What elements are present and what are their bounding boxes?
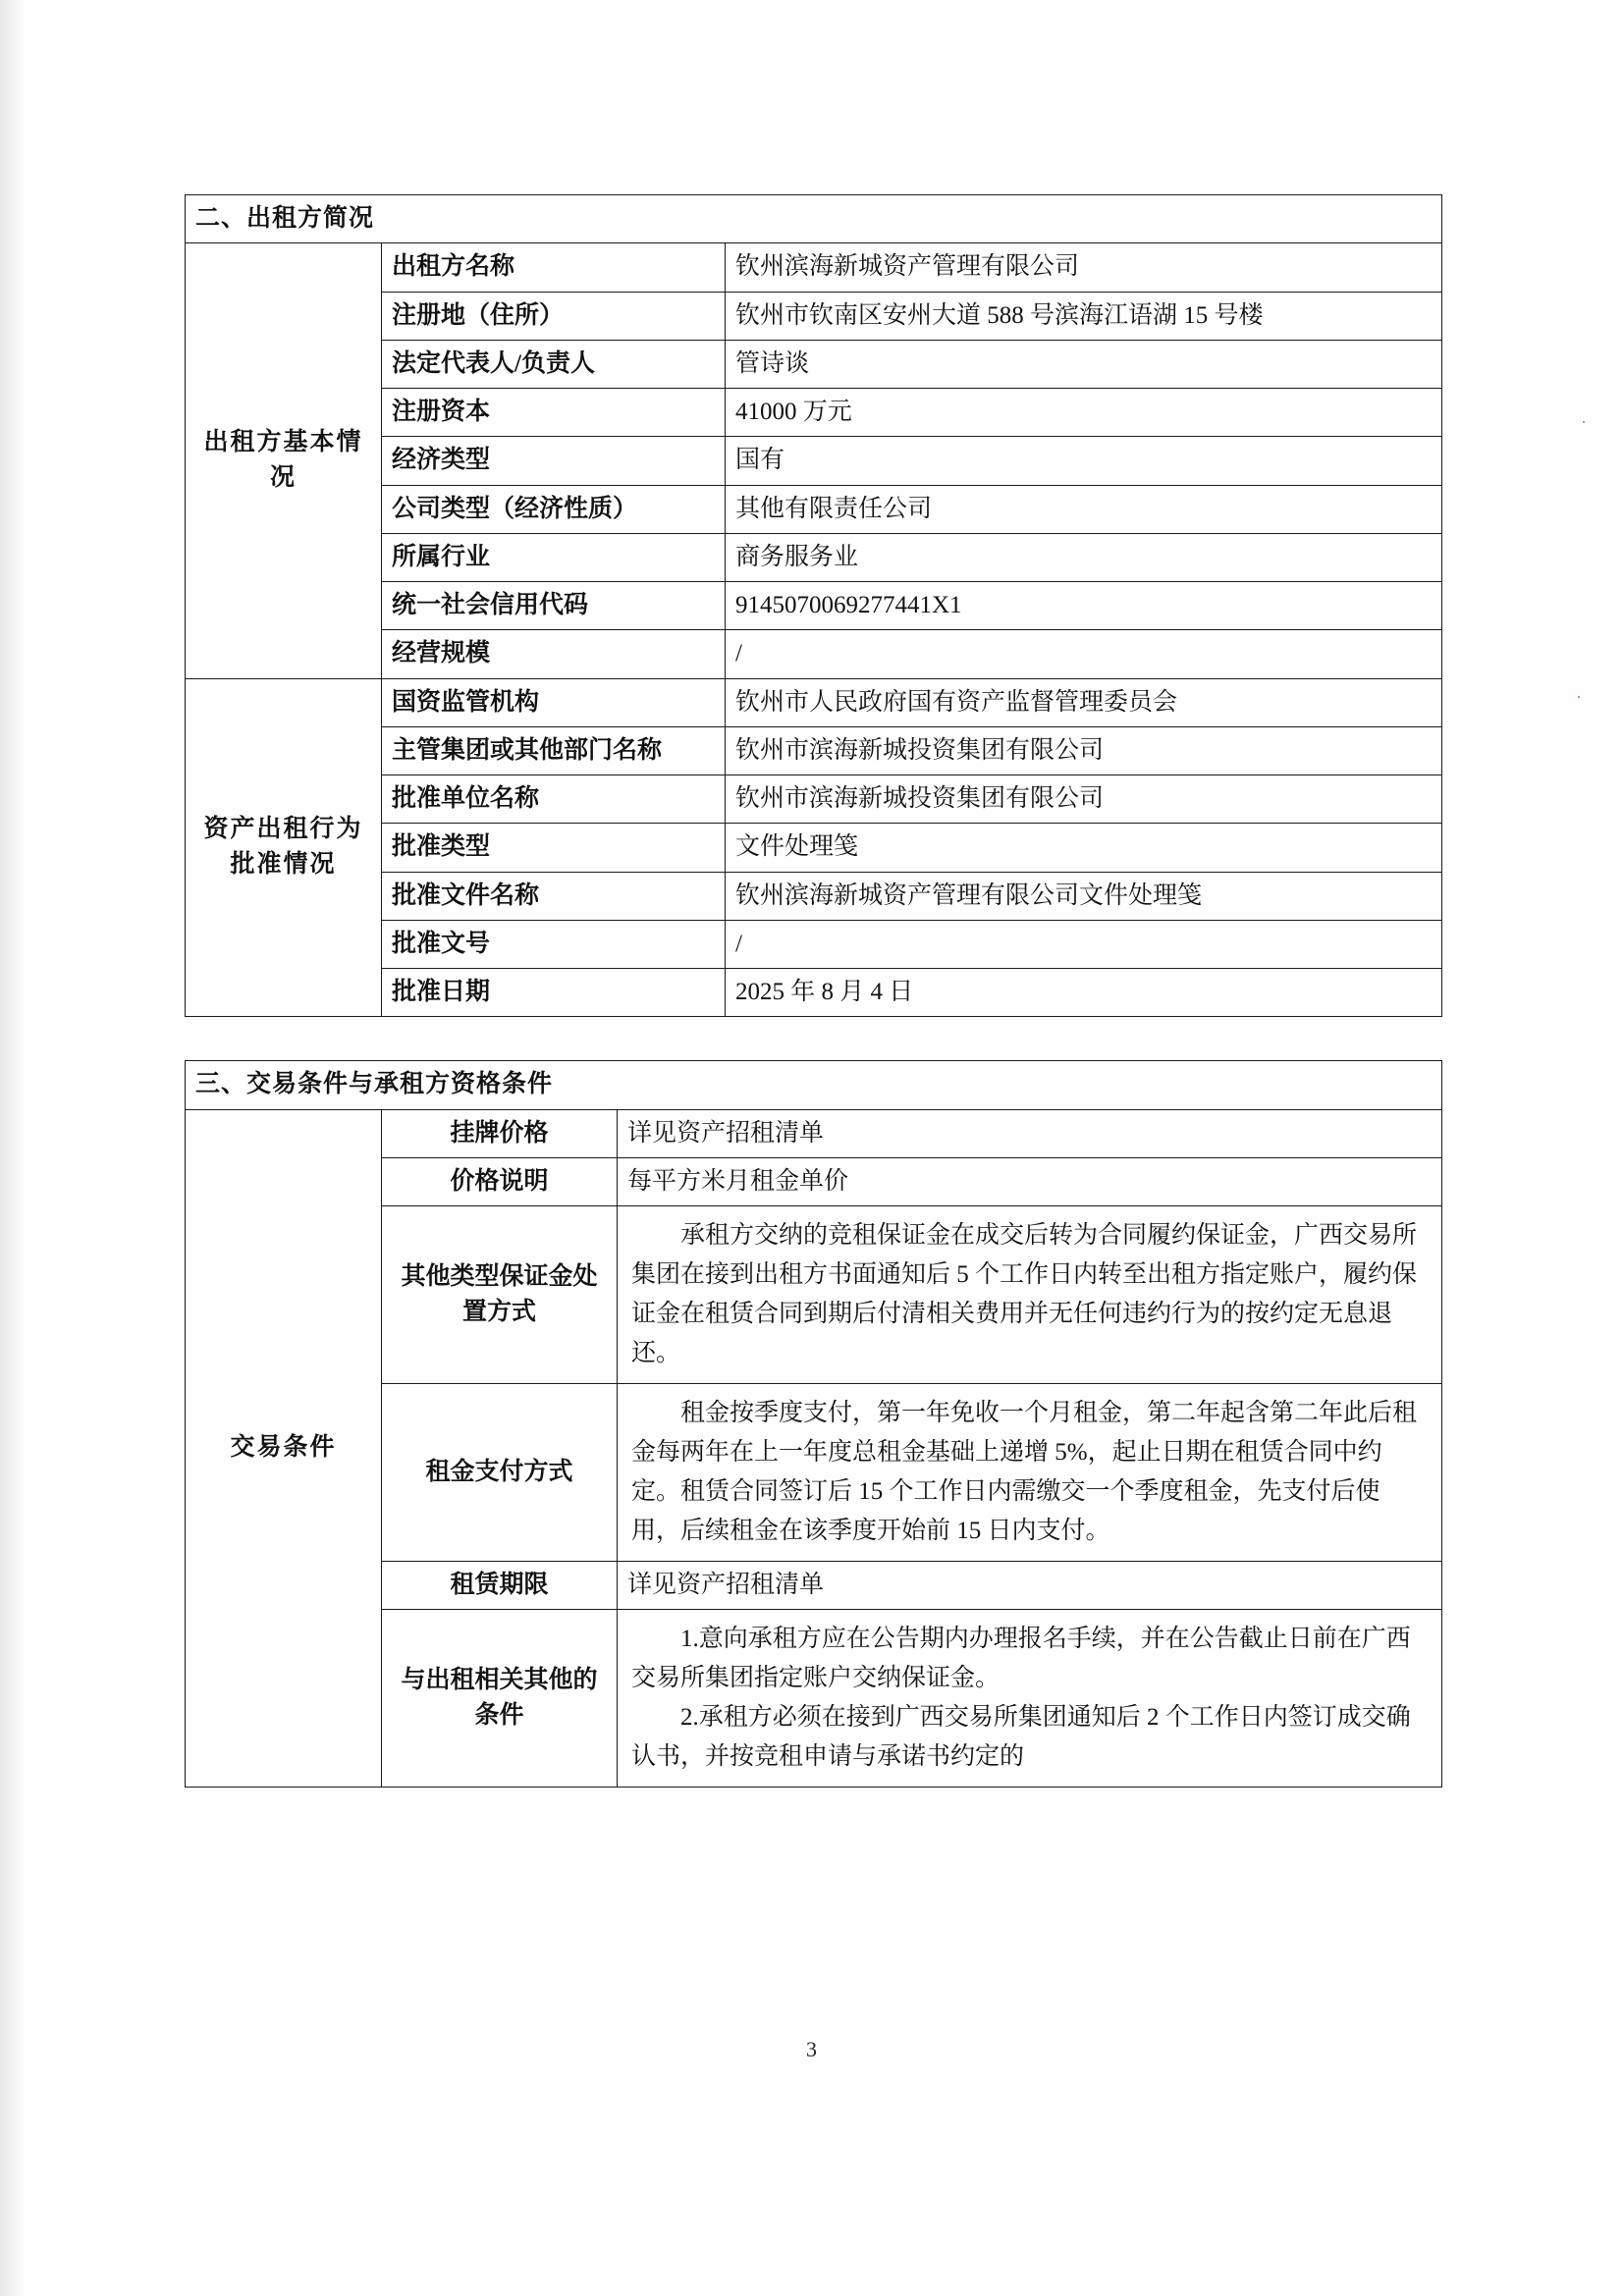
- field-lease-term: 租赁期限: [382, 1562, 618, 1610]
- field-approval-doc-name: 批准文件名称: [382, 872, 726, 920]
- field-approval-doc-number: 批准文号: [382, 920, 726, 968]
- margin-mark-upper: ·: [1581, 412, 1587, 432]
- field-supervision-authority: 国资监管机构: [382, 678, 726, 726]
- value-industry: 商务服务业: [726, 533, 1442, 581]
- value-deposit-handling: 承租方交纳的竞租保证金在成交后转为合同履约保证金，广西交易所集团在接到出租方书面通知后 5 个工作日内转至出租方指定账户，履约保证金在租赁合同到期后付清相关费用并无任何违约行为的按约定无息退还。: [618, 1206, 1442, 1384]
- margin-mark-lower: ·: [1576, 687, 1582, 707]
- field-business-scale: 经营规模: [382, 630, 726, 678]
- field-approval-type: 批准类型: [382, 824, 726, 872]
- field-rent-payment: 租金支付方式: [382, 1384, 618, 1562]
- field-registered-capital: 注册资本: [382, 389, 726, 437]
- field-other-conditions: 与出租相关其他的条件: [382, 1610, 618, 1788]
- value-approval-doc-number: /: [726, 920, 1442, 968]
- section-2-heading: 二、出租方简况: [186, 195, 1442, 243]
- approval-info-label: 资产出租行为批准情况: [186, 678, 382, 1017]
- section-3-table: [185, 1060, 1442, 1788]
- value-other-conditions: 1.意向承租方应在公告期内办理报名手续，并在公告截止日前在广西交易所集团指定账户交纳保证金。 2.承租方必须在接到广西交易所集团通知后 2 个工作日内签订成交确认书，并按竞租申请与承诺书约定的: [618, 1610, 1442, 1788]
- value-parent-group: 钦州市滨海新城投资集团有限公司: [726, 726, 1442, 774]
- field-approval-unit: 批准单位名称: [382, 775, 726, 824]
- value-legal-representative: 管诗谈: [726, 340, 1442, 388]
- value-price-note: 每平方米月租金单价: [618, 1157, 1442, 1205]
- field-parent-group: 主管集团或其他部门名称: [382, 726, 726, 774]
- value-economic-type: 国有: [726, 437, 1442, 485]
- value-rent-payment: 租金按季度支付，第一年免收一个月租金，第二年起含第二年此后租金每两年在上一年度总租金基础上递增 5%，起止日期在租赁合同中约定。租赁合同签订后 15 个工作日内需缴交一个季度租金，先支付后使用，后续租金在该季度开始前 15 日内支付。: [618, 1384, 1442, 1562]
- value-registered-address: 钦州市钦南区安州大道 588 号滨海江语湖 15 号楼: [726, 292, 1442, 340]
- field-credit-code: 统一社会信用代码: [382, 582, 726, 630]
- section-3-heading-row: [186, 1061, 1442, 1109]
- section-2-heading-row: [186, 195, 1442, 243]
- table-row: [186, 243, 1442, 292]
- field-economic-type: 经济类型: [382, 437, 726, 485]
- section-gap: [185, 1017, 1441, 1060]
- value-supervision-authority: 钦州市人民政府国有资产监督管理委员会: [726, 678, 1442, 726]
- value-approval-date: 2025 年 8 月 4 日: [726, 969, 1442, 1017]
- field-registered-address: 注册地（住所）: [382, 292, 726, 340]
- field-listing-price: 挂牌价格: [382, 1109, 618, 1157]
- table-row: [186, 678, 1442, 726]
- value-registered-capital: 41000 万元: [726, 389, 1442, 437]
- table-row: [186, 1109, 1442, 1157]
- transaction-conditions-label: 交易条件: [186, 1109, 382, 1788]
- value-approval-unit: 钦州市滨海新城投资集团有限公司: [726, 775, 1442, 824]
- value-listing-price: 详见资产招租清单: [618, 1109, 1442, 1157]
- value-business-scale: /: [726, 630, 1442, 678]
- value-lease-term: 详见资产招租清单: [618, 1562, 1442, 1610]
- field-company-type: 公司类型（经济性质）: [382, 485, 726, 533]
- value-approval-type: 文件处理笺: [726, 824, 1442, 872]
- page-edge-shadow: [0, 0, 26, 2296]
- value-credit-code: 9145070069277441X1: [726, 582, 1442, 630]
- field-legal-representative: 法定代表人/负责人: [382, 340, 726, 388]
- field-deposit-handling: 其他类型保证金处置方式: [382, 1206, 618, 1384]
- value-lessor-name: 钦州滨海新城资产管理有限公司: [726, 243, 1442, 292]
- field-lessor-name: 出租方名称: [382, 243, 726, 292]
- field-approval-date: 批准日期: [382, 969, 726, 1017]
- page-number: 3: [806, 2037, 817, 2061]
- field-industry: 所属行业: [382, 533, 726, 581]
- section-3-heading: 三、交易条件与承租方资格条件: [186, 1061, 1442, 1109]
- section-2-table: [185, 194, 1442, 1017]
- page-content: [185, 194, 1441, 1788]
- lessor-basic-info-label: 出租方基本情况: [186, 243, 382, 678]
- value-company-type: 其他有限责任公司: [726, 485, 1442, 533]
- value-approval-doc-name: 钦州滨海新城资产管理有限公司文件处理笺: [726, 872, 1442, 920]
- field-price-note: 价格说明: [382, 1157, 618, 1205]
